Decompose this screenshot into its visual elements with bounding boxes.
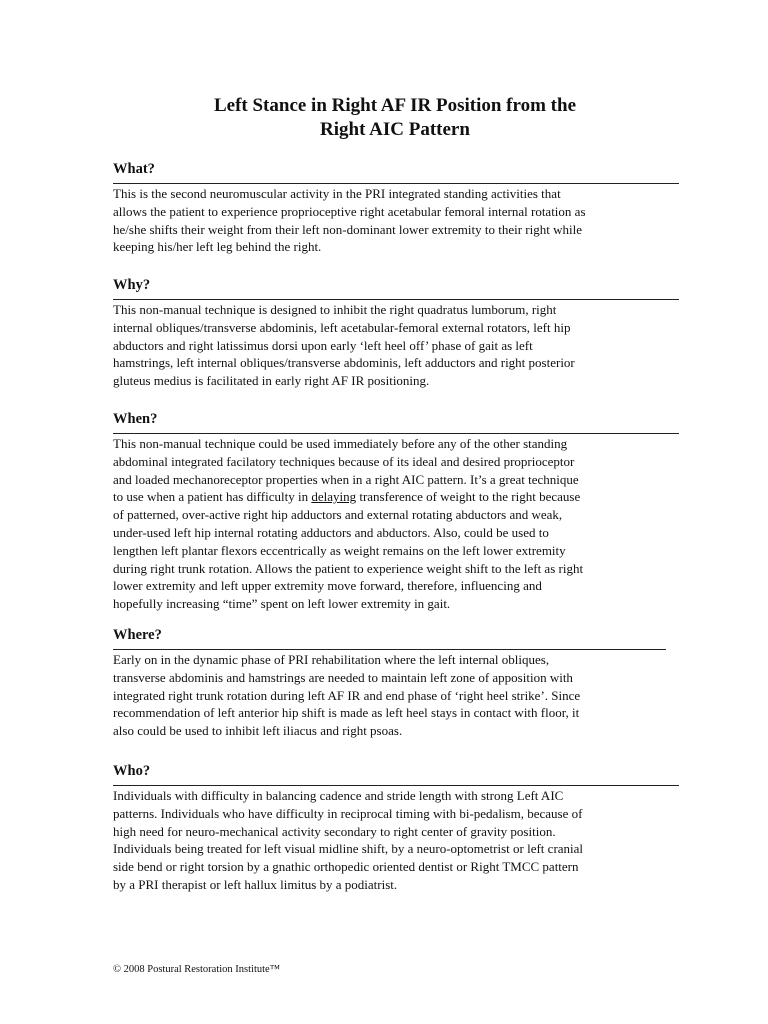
line-end: transference of weight to the right because bbox=[356, 489, 581, 505]
body-line: lower extremity and left upper extremity move forward, therefore, influencing and bbox=[113, 578, 542, 594]
body-line: Early on in the dynamic phase of PRI rehabilitation where the left internal obliques, bbox=[113, 652, 550, 667]
body-line: by a PRI therapist or left hallux limitus by a podiatrist. bbox=[113, 876, 398, 892]
section-why bbox=[113, 276, 679, 390]
section-heading: Where? bbox=[113, 626, 666, 650]
body-line: hopefully increasing “time” spent on left lower extremity in gait. bbox=[113, 596, 451, 612]
copyright-footer: © 2008 Postural Restoration Institute™ bbox=[113, 964, 281, 975]
title-line-1: Left Stance in Right AF IR Position from the bbox=[213, 95, 577, 116]
title-line-2: Right AIC Pattern bbox=[320, 119, 470, 140]
section-who bbox=[113, 762, 679, 894]
body-line: allows the patient to experience proprioceptive right acetabular femoral internal rotation as bbox=[113, 203, 586, 219]
section-what bbox=[113, 160, 679, 256]
body-line: Individuals being treated for left visual midline shift, by a neuro-optometrist or left cranial bbox=[113, 841, 584, 857]
body-line: under-used left hip internal rotating adductors and abductors. Also, could be used to bbox=[113, 524, 549, 540]
section-heading: Why? bbox=[113, 276, 679, 300]
body-line: This is the second neuromuscular activity in the PRI integrated standing activities that bbox=[113, 186, 561, 201]
body-line: Individuals with difficulty in balancing cadence and stride length with strong Left AIC bbox=[113, 788, 564, 803]
section-heading: When? bbox=[113, 410, 679, 434]
body-line: internal obliques/transverse abdominis, left acetabular-femoral external rotators, left hip bbox=[113, 319, 571, 335]
page-title bbox=[0, 94, 768, 142]
line-start: to use when a patient has difficulty in bbox=[113, 489, 312, 505]
body-line: abdominal integrated facilatory techniques because of its ideal and desired proprioceptor bbox=[113, 453, 575, 469]
body-line: he/she shifts their weight from their left non-dominant lower extremity to their right while bbox=[113, 221, 582, 237]
body-line: lengthen left plantar flexors eccentrically as weight remains on the left lower extremity bbox=[113, 542, 566, 558]
body-line: keeping his/her left leg behind the right. bbox=[113, 239, 322, 255]
body-line bbox=[113, 488, 679, 506]
body-line: high need for neuro-mechanical activity secondary to right center of gravity position. bbox=[113, 823, 556, 839]
body-line: also could be used to inhibit left iliacus and right psoas. bbox=[113, 723, 403, 739]
body-line: side bend or right torsion by a gnathic orthopedic oriented dentist or Right TMCC pattern bbox=[113, 859, 579, 875]
underlined-word: delaying bbox=[311, 489, 357, 505]
body-line: This non-manual technique is designed to inhibit the right quadratus lumborum, right bbox=[113, 302, 557, 317]
section-heading: Who? bbox=[113, 762, 679, 786]
section-where bbox=[113, 626, 666, 740]
body-line: of patterned, over-active right hip adductors and external rotating abductors and weak, bbox=[113, 507, 563, 523]
section-when bbox=[113, 410, 679, 613]
body-line: This non-manual technique could be used immediately before any of the other standing bbox=[113, 436, 568, 451]
body-line: abductors and right latissimus dorsi upon early ‘left heel off’ phase of gait as left bbox=[113, 337, 533, 353]
section-heading: What? bbox=[113, 160, 679, 184]
body-line: integrated right trunk rotation during left AF IR and end phase of ‘right heel strike’. Since bbox=[113, 687, 581, 703]
body-line: hamstrings, left internal obliques/transverse abdominis, left adductors and right posterior bbox=[113, 355, 575, 371]
body-line: and loaded mechanoreceptor properties when in a right AIC pattern. It’s a great technique bbox=[113, 471, 579, 487]
body-line: transverse abdominis and hamstrings are needed to maintain left zone of apposition with bbox=[113, 669, 573, 685]
body-line: during right trunk rotation. Allows the patient to experience weight shift to the left as right bbox=[113, 560, 584, 576]
body-line: recommendation of left anterior hip shift is made as left heel stays in contact with floor, it bbox=[113, 705, 580, 721]
body-line: gluteus medius is facilitated in early right AF IR positioning. bbox=[113, 373, 430, 389]
body-line: patterns. Individuals who have difficulty in reciprocal timing with bi-pedalism, because of bbox=[113, 805, 583, 821]
